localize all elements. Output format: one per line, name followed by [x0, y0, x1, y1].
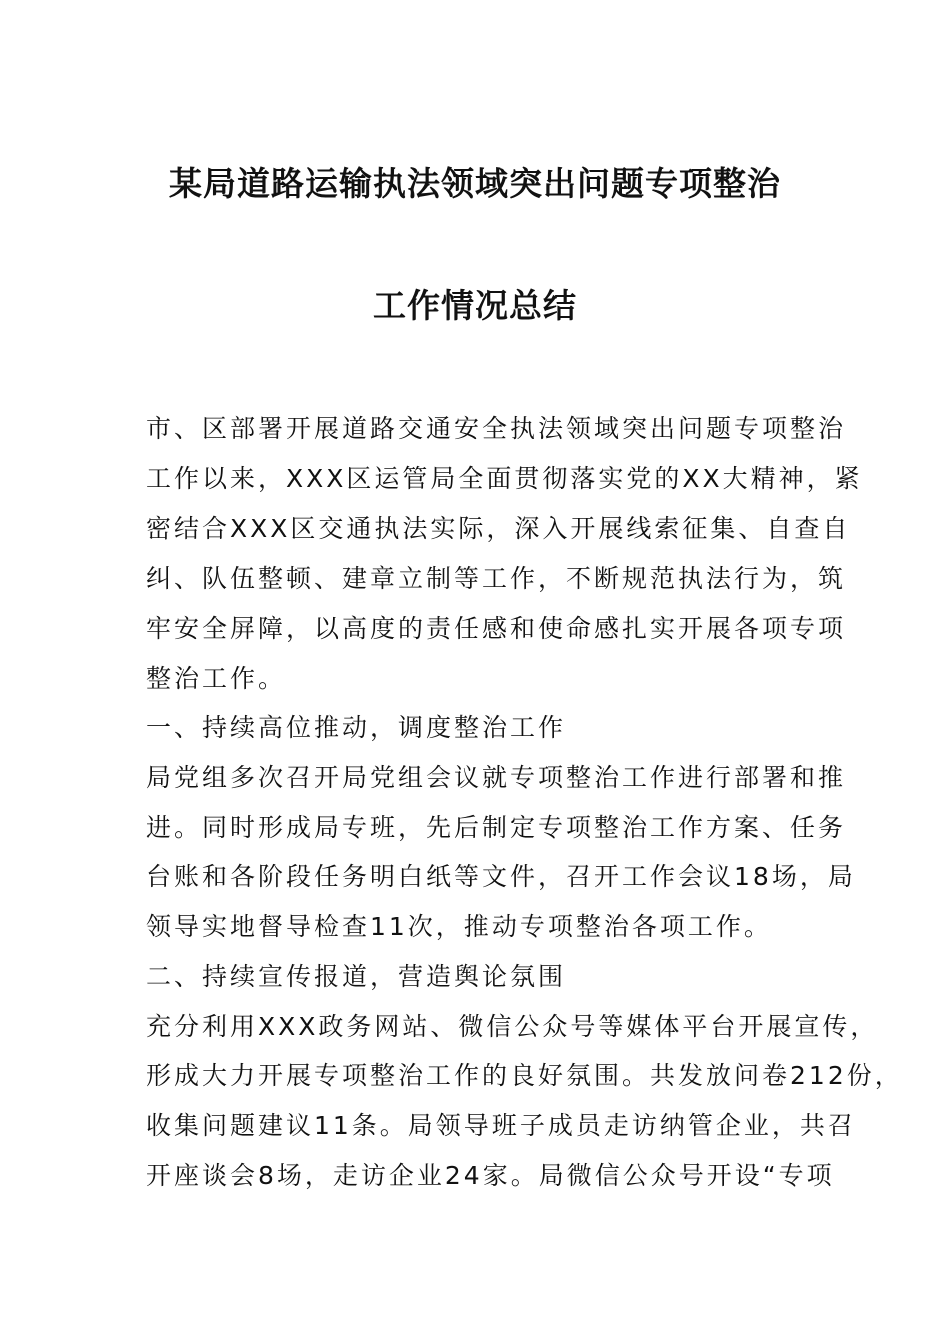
section-heading-2: 二、持续宣传报道，营造舆论氛围	[146, 962, 567, 991]
section-2-paragraph-line: 收集问题建议11条。局领导班子成员走访纳管企业，共召	[146, 1111, 856, 1140]
section-1-paragraph-line: 局党组多次召开局党组会议就专项整治工作进行部署和推	[146, 763, 847, 792]
document-title-line-1: 某局道路运输执法领域突出问题专项整治	[169, 164, 781, 203]
section-1-paragraph-line: 进。同时形成局专班，先后制定专项整治工作方案、任务	[146, 813, 847, 842]
paragraph-intro-line: 市、区部署开展道路交通安全执法领域突出问题专项整治	[146, 414, 847, 443]
paragraph-intro-line: 纠、队伍整顿、建章立制等工作，不断规范执法行为，筑	[146, 564, 847, 593]
section-2-paragraph-line: 充分利用XXX政务网站、微信公众号等媒体平台开展宣传，	[146, 1012, 879, 1041]
section-1-paragraph-line: 领导实地督导检查11次，推动专项整治各项工作。	[146, 912, 772, 941]
section-2-paragraph-line: 开座谈会8场，走访企业24家。局微信公众号开设“专项	[146, 1161, 835, 1190]
paragraph-intro-line: 工作以来，XXX区运管局全面贯彻落实党的XX大精神，紧	[146, 464, 863, 493]
paragraph-intro-line: 整治工作。	[146, 664, 287, 693]
paragraph-intro-line: 牢安全屏障，以高度的责任感和使命感扎实开展各项专项	[146, 614, 847, 643]
section-2-paragraph-line: 形成大力开展专项整治工作的良好氛围。共发放问卷212份，	[146, 1061, 903, 1090]
section-1-paragraph-line: 台账和各阶段任务明白纸等文件，召开工作会议18场，局	[146, 862, 856, 891]
paragraph-intro-line: 密结合XXX区交通执法实际，深入开展线索征集、自查自	[146, 514, 851, 543]
section-heading-1: 一、持续高位推动，调度整治工作	[146, 713, 567, 742]
document-title-line-2: 工作情况总结	[373, 286, 577, 325]
